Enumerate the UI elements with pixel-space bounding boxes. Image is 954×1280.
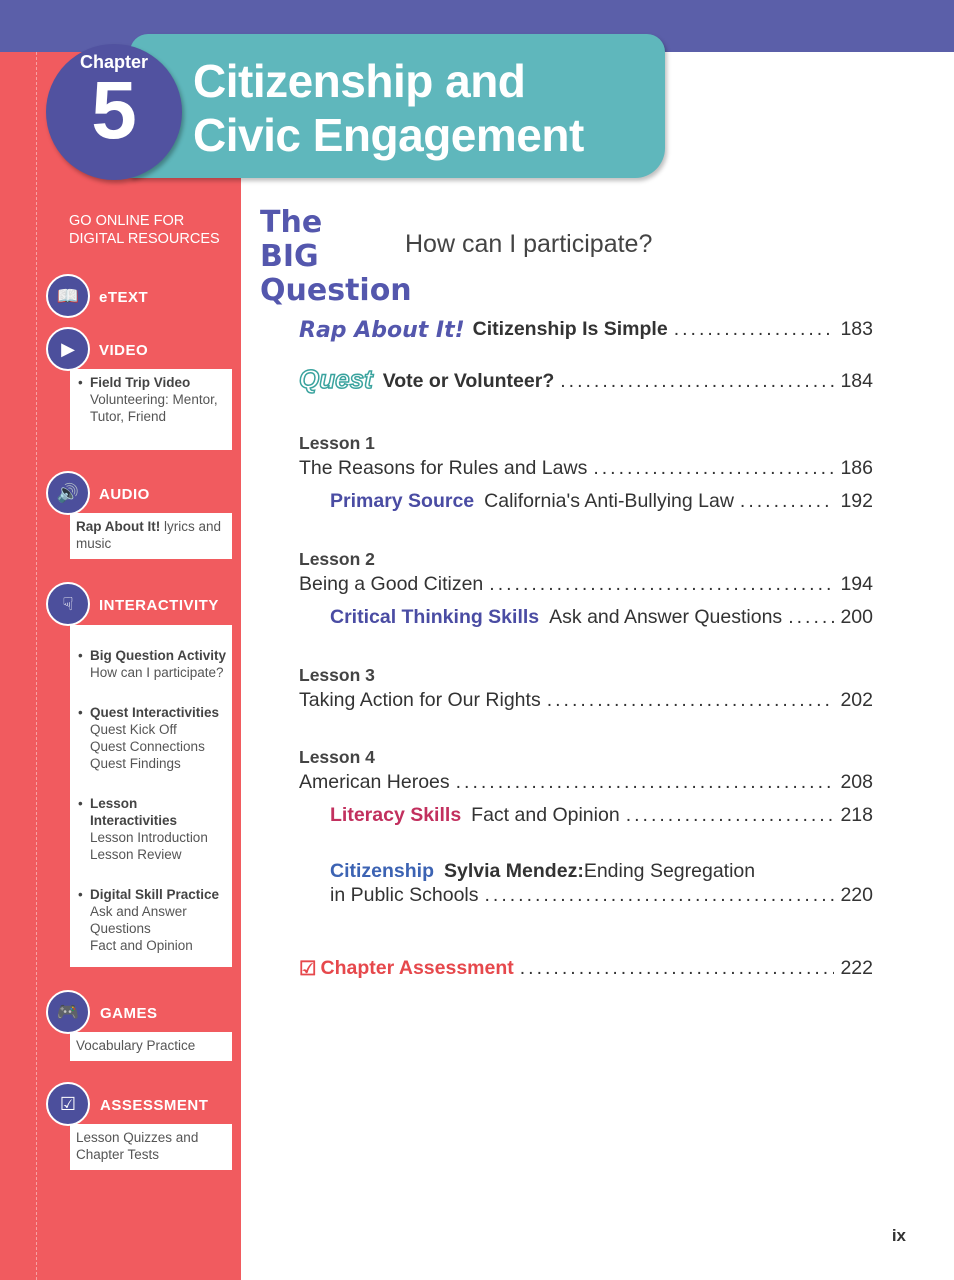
toc-entry-citizenship[interactable]: Citizenship Sylvia Mendez: Ending Segregation: [330, 860, 756, 882]
perforation-line: [36, 52, 37, 1280]
assessment-link[interactable]: ASSESSMENT: [100, 1097, 209, 1114]
toc-entry-lesson[interactable]: Taking Action for Our Rights ..... 202: [299, 689, 873, 712]
toc-entry-rap[interactable]: [299, 318, 873, 343]
audio-box: [70, 513, 232, 559]
audio-bold: Rap About It!: [76, 519, 161, 534]
interactivity-box: [70, 625, 232, 967]
audio-link[interactable]: AUDIO: [99, 486, 150, 503]
list-item[interactable]: • Quest Interactivities Quest Kick Off Quest Connections Quest Findings: [76, 704, 226, 772]
gamepad-icon[interactable]: 🎮: [46, 990, 90, 1034]
toc-entry-lesson[interactable]: American Heroes ..... 208: [299, 771, 873, 794]
chapter-badge: [46, 44, 182, 180]
assessment-box[interactable]: Lesson Quizzes and Chapter Tests: [70, 1124, 232, 1170]
entry-page: 222: [840, 957, 873, 979]
games-link[interactable]: GAMES: [100, 1005, 158, 1022]
entry-title: Chapter Assessment: [320, 957, 514, 979]
quest-logo: Quest: [299, 364, 373, 394]
games-box[interactable]: Vocabulary Practice: [70, 1032, 232, 1061]
speaker-icon[interactable]: 🔊: [46, 471, 90, 515]
toc-entry-feature[interactable]: Literacy Skills Fact and Opinion ..... 218: [330, 804, 873, 827]
toc-entry-assessment[interactable]: [299, 957, 873, 981]
audio-desc: lyrics and music: [76, 519, 222, 551]
play-icon[interactable]: ▶: [46, 327, 90, 371]
chapter-number: 5: [91, 65, 137, 156]
sidebar-heading: [69, 212, 220, 248]
lesson-label: Lesson 4: [299, 747, 375, 767]
lesson-label: Lesson 3: [299, 665, 375, 685]
list-item[interactable]: • Big Question Activity How can I participate?: [76, 647, 226, 681]
title-line-2: Civic Engagement: [193, 109, 584, 161]
page-number: ix: [891, 1226, 906, 1245]
big-question: How can I participate?: [405, 230, 653, 258]
interactivity-link[interactable]: INTERACTIVITY: [99, 597, 219, 614]
list-item[interactable]: • Digital Skill Practice Ask and Answer Questions Fact and Opinion: [76, 886, 226, 954]
video-link[interactable]: VIDEO: [99, 342, 149, 359]
lesson-label: Lesson 1: [299, 433, 375, 453]
entry-title: Citizenship Is Simple: [472, 318, 668, 340]
book-icon[interactable]: 📖: [46, 274, 90, 318]
chapter-title: [193, 54, 584, 162]
heading-line: GO ONLINE FOR: [69, 213, 185, 229]
checkbox-icon[interactable]: ☑: [46, 1082, 90, 1126]
entry-title: Vote or Volunteer?: [382, 370, 555, 392]
video-box: [70, 369, 232, 450]
toc-entry-feature[interactable]: Critical Thinking Skills Ask and Answer Questions ..... 200: [330, 606, 873, 629]
list-item[interactable]: • Lesson Interactivities Lesson Introduction Lesson Review: [76, 795, 226, 863]
toc-entry-lesson[interactable]: Being a Good Citizen ..... 194: [299, 573, 873, 596]
toc-entry-quest[interactable]: [299, 364, 873, 395]
entry-page: 183: [840, 318, 873, 340]
toc-entry-citizenship-cont[interactable]: in Public Schools ..... 220: [330, 884, 873, 907]
entry-page: 184: [840, 370, 873, 392]
checkbox-icon: ☑: [299, 958, 317, 980]
toc-entry-lesson[interactable]: The Reasons for Rules and Laws ..... 186: [299, 457, 873, 480]
chapter-label: Chapter: [79, 52, 148, 72]
toc-entry-feature[interactable]: Primary Source California's Anti-Bullying Law ..... 192: [330, 490, 873, 513]
etext-link[interactable]: eTEXT: [99, 289, 149, 306]
hand-pointer-icon[interactable]: ☟: [46, 582, 90, 626]
big-question-logo: The BIG Question: [260, 205, 412, 308]
video-item-title[interactable]: Field Trip Video: [90, 375, 191, 390]
rap-about-it-logo: Rap About It!: [299, 318, 465, 343]
video-item-desc: Volunteering: Mentor, Tutor, Friend: [90, 392, 218, 424]
heading-line: DIGITAL RESOURCES: [69, 231, 220, 247]
title-line-1: Citizenship and: [193, 55, 526, 107]
lesson-label: Lesson 2: [299, 549, 375, 569]
